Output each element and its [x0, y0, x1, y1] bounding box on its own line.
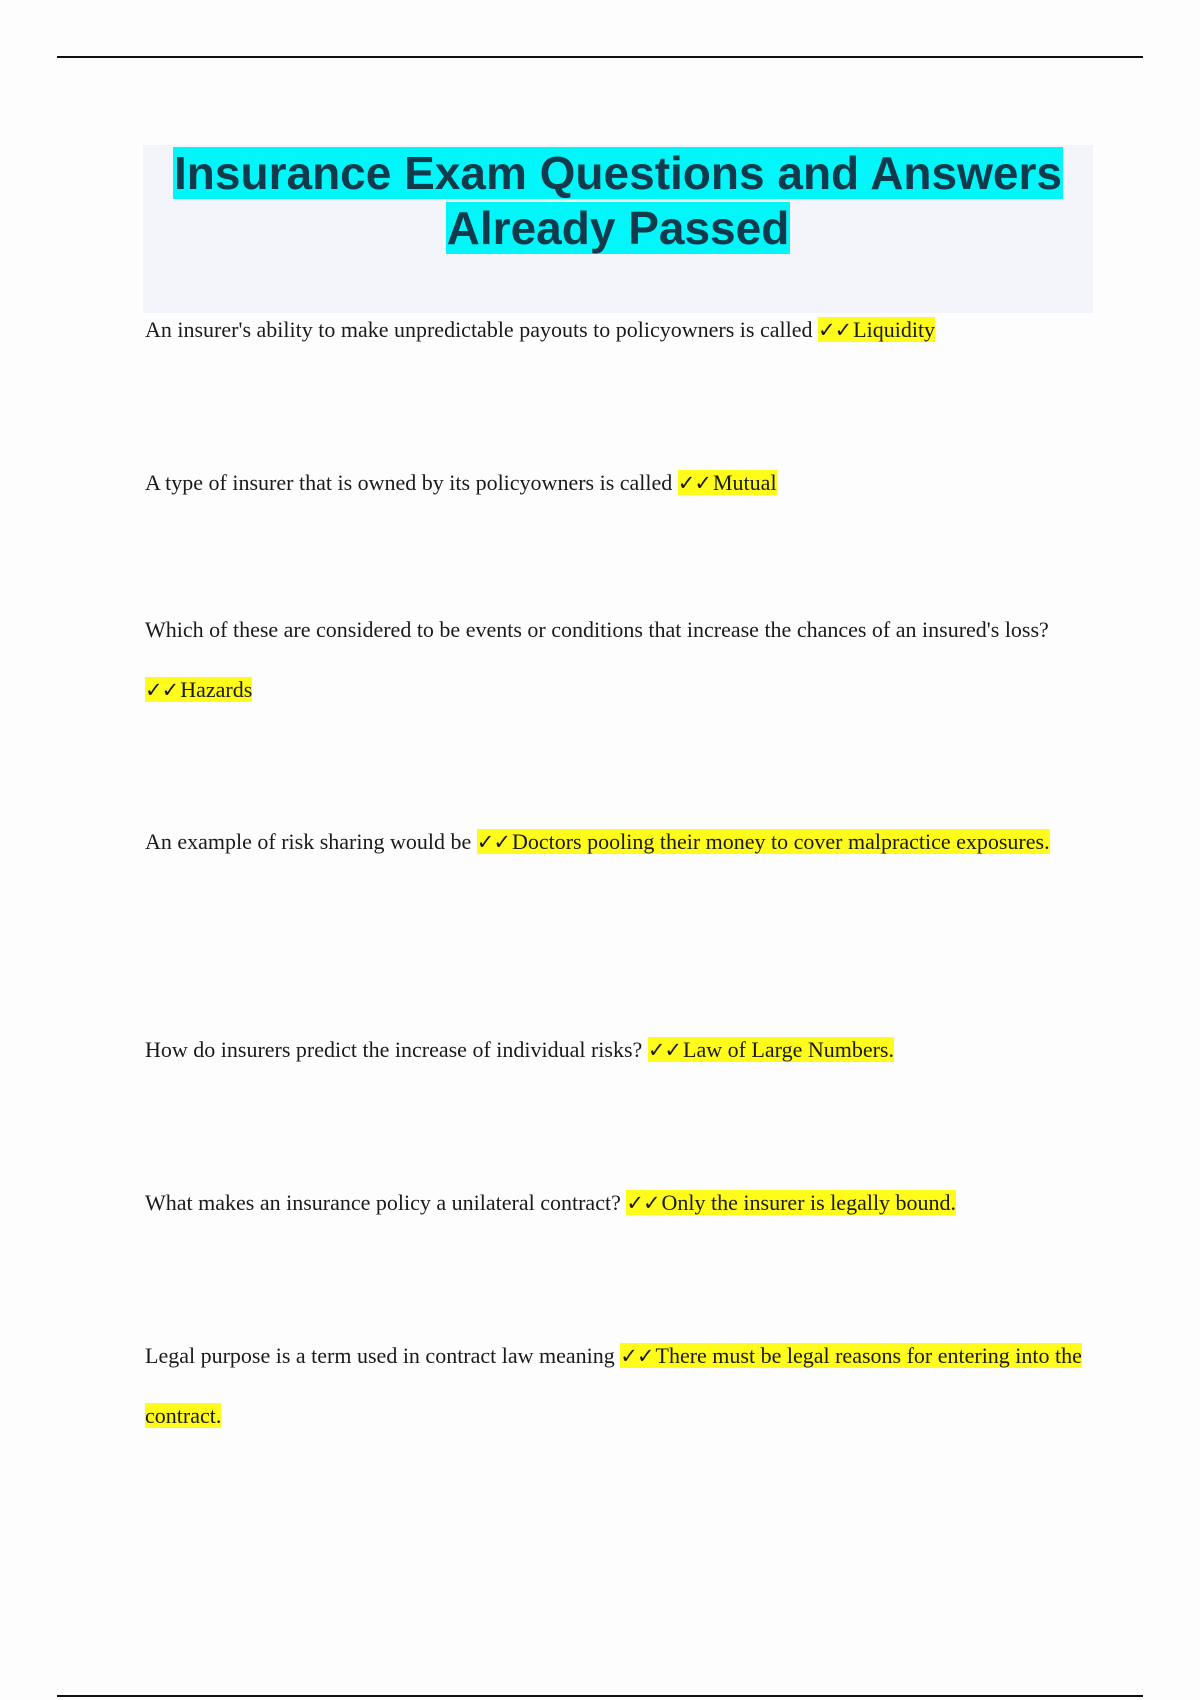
- question-text: How do insurers predict the increase of individual risks?: [145, 1037, 648, 1062]
- qa-item: [145, 1173, 1095, 1233]
- qa-item: [145, 1326, 1095, 1446]
- qa-item: [145, 453, 1095, 513]
- qa-item: [145, 600, 1095, 720]
- check-icon: ✓✓: [476, 830, 510, 854]
- answer-text: Hazards: [180, 677, 253, 702]
- title-line-1: Insurance Exam Questions and Answers: [174, 147, 1062, 199]
- title-line-2: Already Passed: [446, 202, 790, 254]
- check-icon: ✓✓: [677, 471, 711, 495]
- question-text: Which of these are considered to be events or conditions that increase the chances of an insured's loss?: [145, 617, 1049, 642]
- answer-text: Mutual: [713, 470, 777, 495]
- check-icon: ✓✓: [647, 1038, 682, 1062]
- check-icon: ✓✓: [626, 1191, 660, 1215]
- qa-item: [145, 1020, 1095, 1080]
- header-rule: [57, 56, 1143, 58]
- qa-item: [145, 812, 1095, 872]
- question-text: An insurer's ability to make unpredictable payouts to policyowners is called: [145, 317, 818, 342]
- check-icon: ✓✓: [817, 318, 852, 342]
- answer-highlight: [678, 470, 777, 495]
- question-text: An example of risk sharing would be: [145, 829, 477, 854]
- qa-item: [145, 300, 1095, 360]
- question-text: What makes an insurance policy a unilateral contract?: [145, 1190, 627, 1215]
- answer-text: Doctors pooling their money to cover malpractice exposures.: [511, 829, 1050, 854]
- answer-text: There must be legal reasons for entering into the contract.: [145, 1343, 1082, 1428]
- check-icon: ✓✓: [145, 678, 179, 702]
- answer-highlight: [477, 829, 1050, 854]
- document-title: [143, 146, 1093, 256]
- answer-highlight: [648, 1037, 894, 1062]
- answer-text: Law of Large Numbers.: [683, 1037, 894, 1062]
- answer-text: Only the insurer is legally bound.: [661, 1190, 957, 1215]
- answer-text: Liquidity: [853, 317, 936, 342]
- answer-highlight: [626, 1190, 956, 1215]
- question-text: A type of insurer that is owned by its policyowners is called: [145, 470, 678, 495]
- answer-highlight: [145, 677, 252, 702]
- answer-highlight: [818, 317, 935, 342]
- question-text: Legal purpose is a term used in contract law meaning: [145, 1343, 621, 1368]
- footer-rule: [57, 1695, 1143, 1697]
- check-icon: ✓✓: [620, 1344, 654, 1368]
